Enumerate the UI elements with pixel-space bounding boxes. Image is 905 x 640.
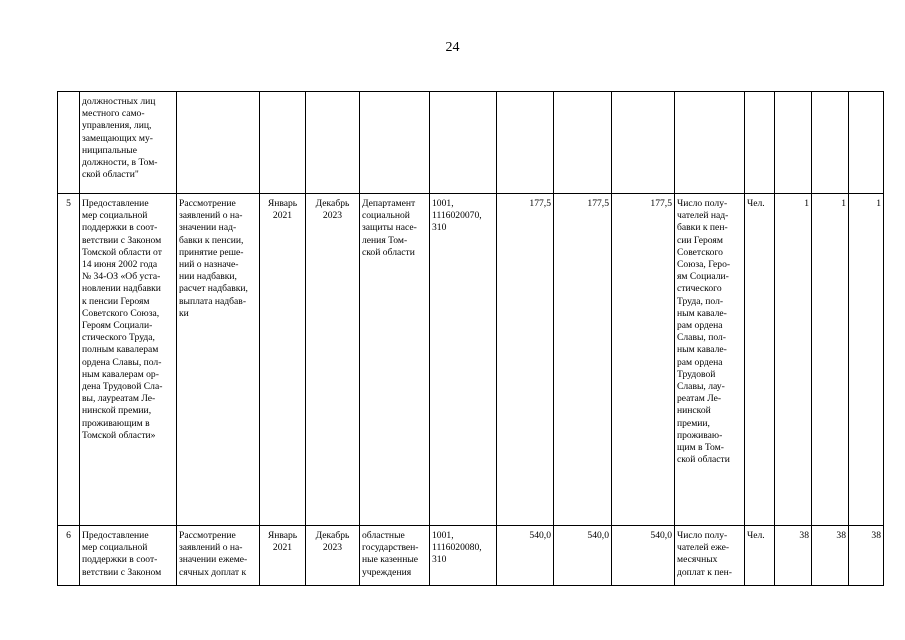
cell-number	[58, 92, 80, 194]
cell-measure-name: Предоставление мер социальной поддержки в соот- ветствии с Законом Томской области от 14 июня 2002 года № 34-ОЗ «Об уста- новлении надбавки к пенсии Героям Советского Союза, Героям Социали- стического Труда, полным кавалерам ордена Славы, пол- ным кавалерам ор- дена Трудовой Сла- вы, лауреатам Ле- нинской премии, проживающим в Томской области»	[80, 194, 177, 526]
cell-end-date	[306, 92, 360, 194]
cell-indicator	[675, 92, 745, 194]
cell-start-date: Январь 2021	[260, 194, 306, 526]
page-number: 24	[445, 40, 460, 55]
cell-measure-name: должностных лиц местного само- управления, лиц, замещающих му- ниципальные должности, в Том- ской области"	[80, 92, 177, 194]
cell-number: 5	[58, 194, 80, 526]
cell-quantity-year-1: 38	[775, 526, 812, 586]
cell-start-date: Январь 2021	[260, 526, 306, 586]
cell-number: 6	[58, 526, 80, 586]
cell-quantity-year-3: 1	[849, 194, 884, 526]
cell-funding-year-1: 177,5	[497, 194, 554, 526]
program-table	[57, 91, 884, 586]
cell-executor: областные государствен- ные казенные учреждения	[360, 526, 430, 586]
cell-indicator: Число полу- чателей над- бавки к пен- сии Героям Советского Союза, Геро- ям Социали- стического Труда, пол- ным кавале- рам ордена Славы, пол- ным кавале- рам ордена Трудовой Славы, лау- реатам Ле- нинской премии, проживаю- щим в Том- ской области	[675, 194, 745, 526]
cell-funding-year-2	[554, 92, 612, 194]
table-row	[58, 92, 884, 194]
cell-measure-content: Рассмотрение заявлений о на- значении над- бавки к пенсии, принятие реше- ний о назначе- нии надбавки, расчет надбавки, выплата надбав- ки	[177, 194, 260, 526]
cell-quantity-year-1	[775, 92, 812, 194]
cell-funding-year-3: 177,5	[612, 194, 675, 526]
cell-budget-code: 1001, 1116020080, 310	[430, 526, 497, 586]
cell-end-date: Декабрь 2023	[306, 194, 360, 526]
cell-executor	[360, 92, 430, 194]
cell-end-date: Декабрь 2023	[306, 526, 360, 586]
cell-budget-code: 1001, 1116020070, 310	[430, 194, 497, 526]
cell-quantity-year-3: 38	[849, 526, 884, 586]
cell-executor: Департамент социальной защиты насе- ления Том- ской области	[360, 194, 430, 526]
cell-funding-year-2: 177,5	[554, 194, 612, 526]
table-row	[58, 526, 884, 586]
cell-measure-content: Рассмотрение заявлений о на- значении ежеме- сячных доплат к	[177, 526, 260, 586]
cell-unit	[745, 92, 775, 194]
cell-unit: Чел.	[745, 194, 775, 526]
cell-quantity-year-2: 38	[812, 526, 849, 586]
cell-funding-year-1	[497, 92, 554, 194]
cell-measure-name: Предоставление мер социальной поддержки в соот- ветствии с Законом	[80, 526, 177, 586]
cell-quantity-year-1: 1	[775, 194, 812, 526]
cell-quantity-year-2	[812, 92, 849, 194]
cell-indicator: Число полу- чателей еже- месячных доплат к пен-	[675, 526, 745, 586]
cell-budget-code	[430, 92, 497, 194]
cell-quantity-year-3	[849, 92, 884, 194]
cell-funding-year-3	[612, 92, 675, 194]
cell-funding-year-2: 540,0	[554, 526, 612, 586]
cell-unit: Чел.	[745, 526, 775, 586]
table-row	[58, 194, 884, 526]
cell-funding-year-1: 540,0	[497, 526, 554, 586]
cell-funding-year-3: 540,0	[612, 526, 675, 586]
cell-measure-content	[177, 92, 260, 194]
cell-start-date	[260, 92, 306, 194]
cell-quantity-year-2: 1	[812, 194, 849, 526]
